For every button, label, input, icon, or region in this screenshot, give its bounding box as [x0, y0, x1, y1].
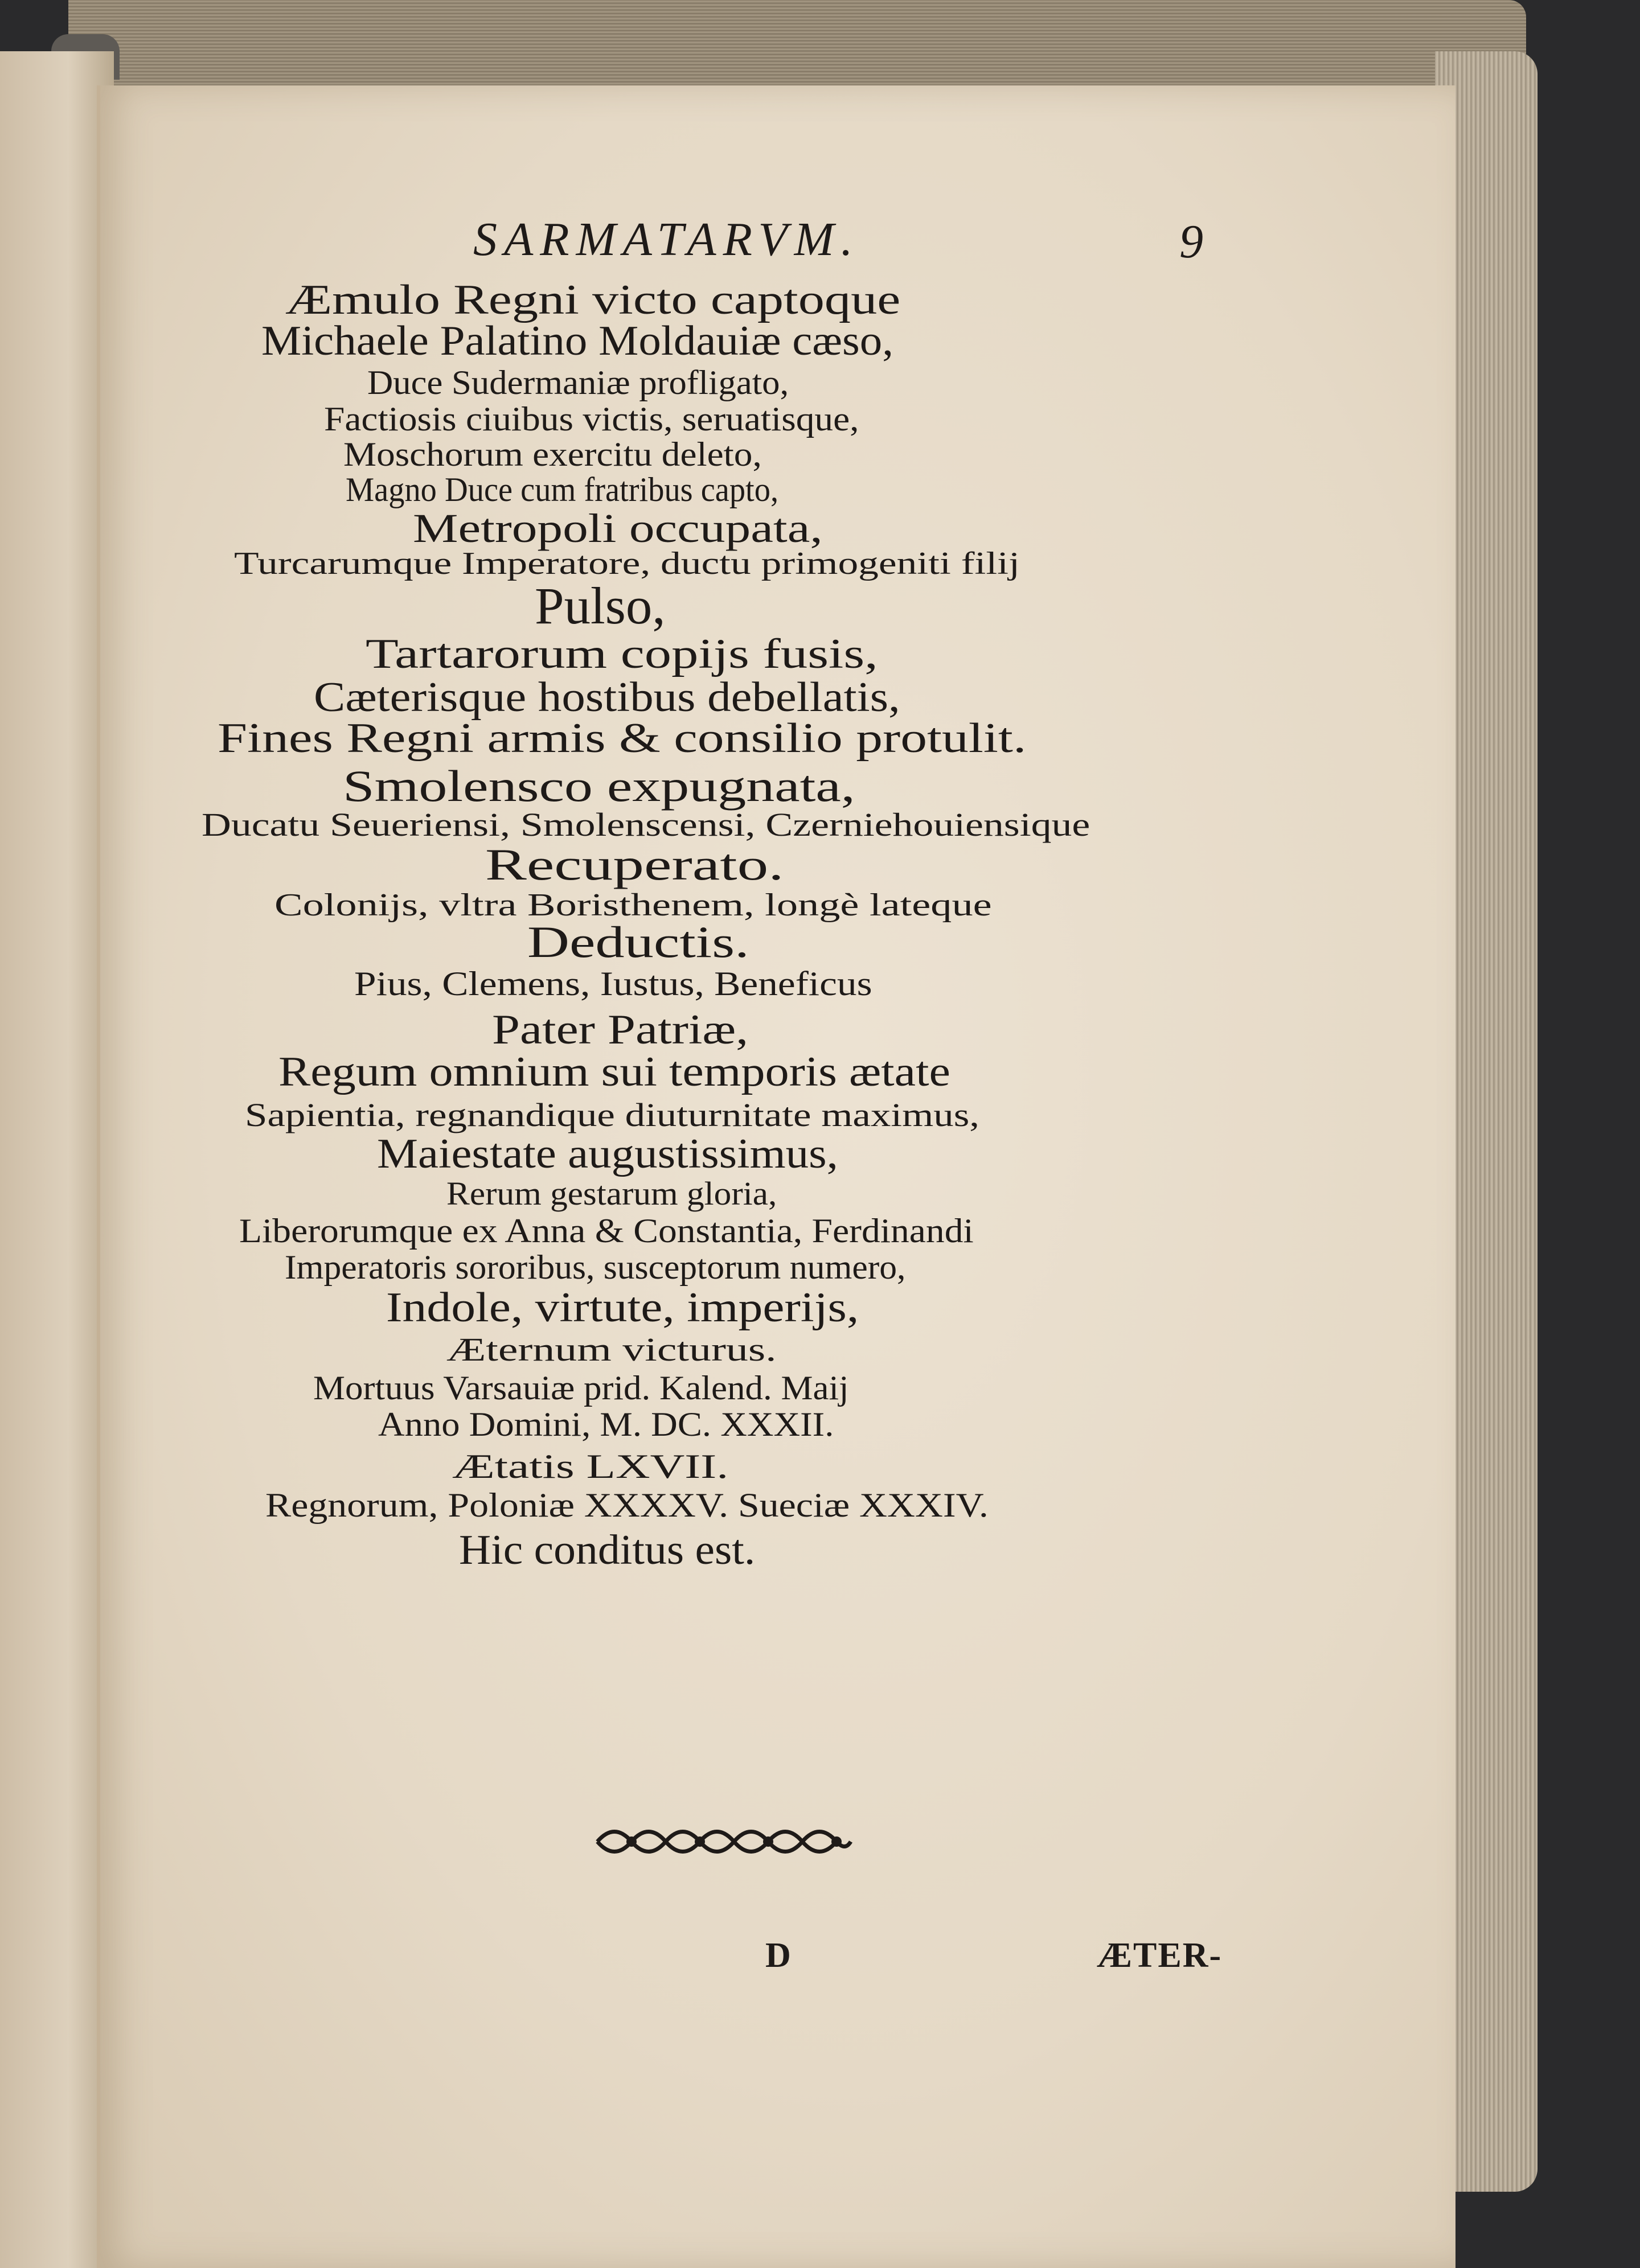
inscription-line: Pulso, [535, 577, 666, 635]
inscription-line: Fines Regni armis & consilio protulit. [218, 715, 1027, 762]
inscription-line: Factiosis ciuibus victis, seruatisque, [324, 400, 859, 438]
inscription-line: Rerum gestarum gloria, [446, 1175, 777, 1212]
catchword: ÆTER- [1097, 1936, 1223, 1975]
printers-ornament [592, 1816, 854, 1867]
inscription-line: Recuperato. [485, 840, 784, 889]
page-number: 9 [1179, 215, 1203, 268]
inscription-line: Sapientia, regnandique diuturnitate maximus, [245, 1096, 980, 1133]
inscription-line: Metropoli occupata, [413, 506, 823, 551]
signature-mark: D [765, 1936, 791, 1975]
inscription-line: Æmulo Regni victo captoque [285, 277, 901, 323]
inscription-line: Michaele Palatino Moldauiæ cæso, [261, 318, 893, 364]
inscription-line: Hic conditus est. [459, 1527, 756, 1573]
inscription-line: Liberorumque ex Anna & Constantia, Ferdinandi [239, 1212, 974, 1250]
inscription-line: Indole, virtute, imperijs, [386, 1284, 859, 1331]
running-head: SARMATARVM. [473, 213, 860, 266]
inscription-line: Moschorum exercitu deleto, [343, 435, 762, 473]
inscription-line: Deductis. [527, 917, 749, 967]
inscription-line: Anno Domini, M. DC. XXXII. [378, 1406, 834, 1443]
inscription-line: Æternum victurus. [446, 1331, 777, 1368]
inscription-line: Maiestate augustissimus, [377, 1131, 838, 1177]
inscription-line: Cæterisque hostibus debellatis, [314, 674, 900, 721]
inscription-line: Imperatoris sororibus, susceptorum numero, [285, 1248, 906, 1286]
inscription-line: Pater Patriæ, [492, 1006, 749, 1053]
inscription-line: Ætatis LXVII. [452, 1448, 729, 1485]
inscription-line: Regum omnium sui temporis ætate [278, 1049, 950, 1095]
inscription-line: Turcarumque Imperatore, ductu primogeniti filij [234, 546, 1020, 581]
inscription-line: Pius, Clemens, Iustus, Beneficus [354, 965, 872, 1002]
inscription-line: Mortuus Varsauiæ prid. Kalend. Maij [313, 1369, 849, 1407]
inscription-line: Tartarorum copijs fusis, [366, 631, 878, 677]
inscription-line: Regnorum, Poloniæ XXXXV. Sueciæ XXXIV. [265, 1486, 989, 1524]
inscription-line: Smolensco expugnata, [343, 761, 855, 811]
inscription-line: Magno Duce cum fratribus capto, [346, 471, 779, 508]
inscription-line: Colonijs, vltra Boristhenem, longè lateque [274, 888, 992, 923]
book-page [97, 85, 1456, 2268]
inscription-line: Ducatu Seueriensi, Smolenscensi, Czerniehouiensique [202, 806, 1090, 843]
book-top-edge [68, 0, 1526, 97]
inscription-line: Duce Sudermaniæ profligato, [367, 364, 789, 401]
